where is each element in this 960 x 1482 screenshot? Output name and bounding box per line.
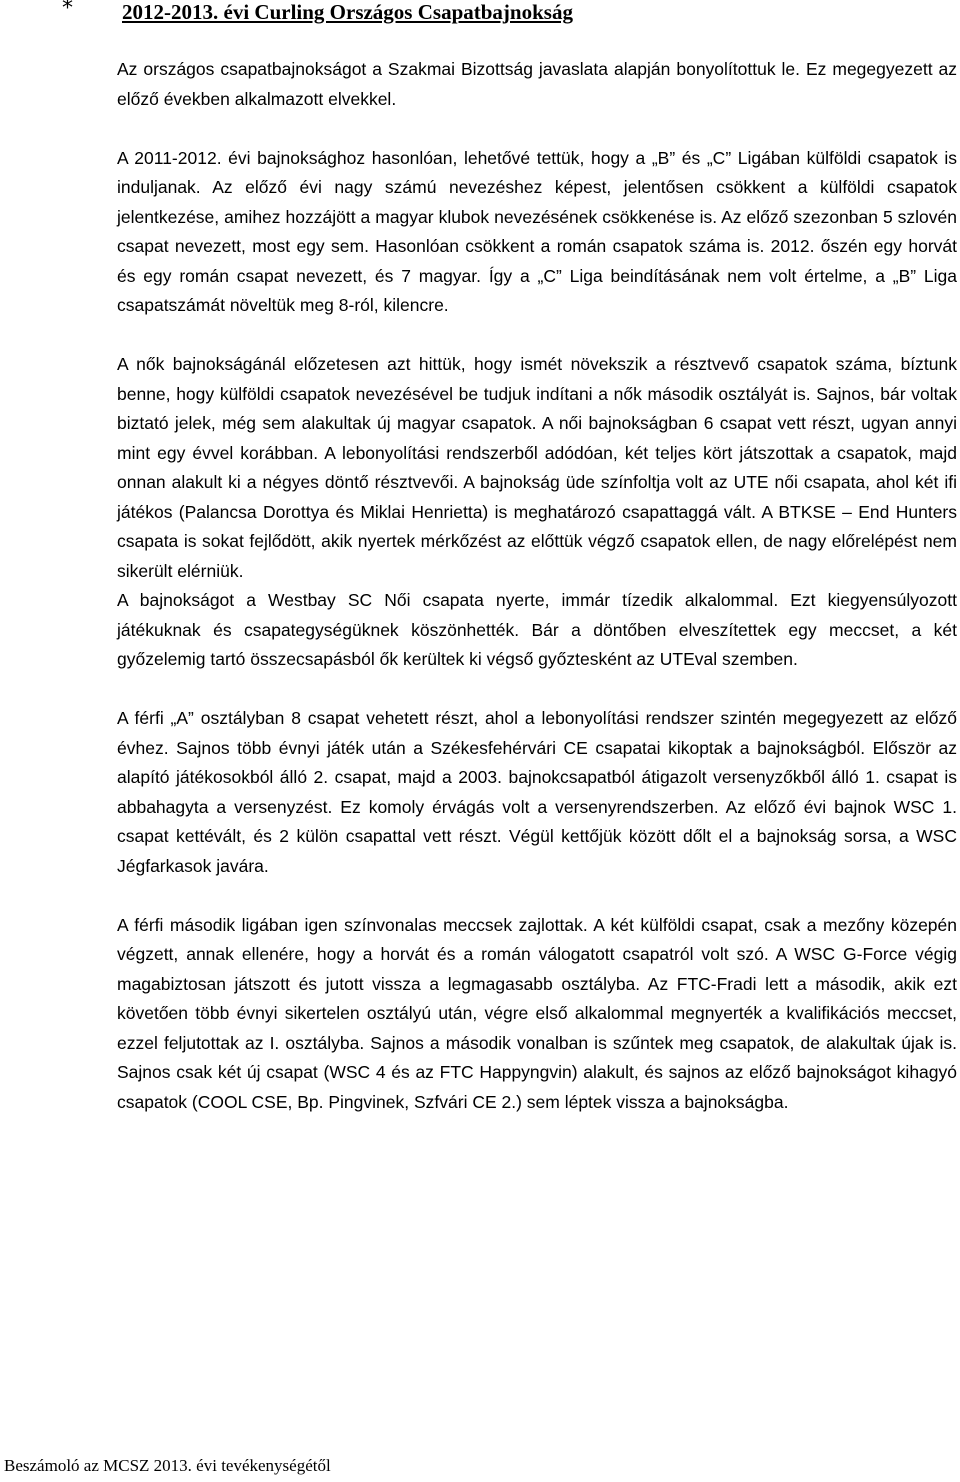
document-body — [117, 55, 957, 1117]
paragraph-gap — [117, 881, 957, 911]
paragraph-womens-league: A nők bajnokságánál előzetesen azt hittük, hogy ismét növekszik a résztvevő csapatok száma, bíztunk benne, hogy külföldi csapatok nevezésével be tudjuk indítani a nők második osztályát is. Sajnos, bár voltak biztató jelek, még sem alakultak új magyar csapatok. A női bajnokságban 6 csapat vett részt, ugyan annyi mint egy évvel korábban. A lebonyolítási rendszerből adódóan, két teljes kört játszottak a csapatok, majd onnan alakult ki a négyes döntő résztvevői. A bajnokság üde színfoltja volt az UTE női csapata, ahol két ifi játékos (Palancsa Dorottya és Miklai Henrietta) is meghatározó csapattaggá vált. A BTKSE – End Hunters csapata is sokat fejlődött, akik nyertek mérkőzést az előttük végző csapatok ellen, de nagy előrelépést nem sikerült elérniük. — [117, 354, 957, 581]
paragraph-womens-winner: A bajnokságot a Westbay SC Női csapata nyerte, immár tízedik alkalommal. Ezt kiegyensúlyozott játékuknak és csapategységüknek köszönhették. Bár a döntőben elveszítettek egy meccset, a két győzelemig tartó összecsapásból ők kerültek ki végső győztesként az UTEval szemben. — [117, 590, 957, 669]
paragraph-foreign-teams: A 2011-2012. évi bajnoksághoz hasonlóan, lehetővé tettük, hogy a „B” és „C” Ligában külföldi csapatok is induljanak. Az előző évi nagy számú nevezéshez képest, jelentősen csökkent a külföldi csapatok jelentkezése, amihez hozzájött a magyar klubok nevezésének csökkenése is. Az előző szezonban 5 szlovén csapat nevezett, most egy sem. Hasonlóan csökkent a román csapatok száma is. 2012. őszén egy horvát és egy román csapat nevezett, és 7 magyar. Így a „C” Liga beindításának nem volt értelme, a „B” Liga csapatszámát növeltük meg 8-ról, kilencre. — [117, 147, 957, 315]
paragraph-mens-second-league: A férfi második ligában igen színvonalas meccsek zajlottak. A két külföldi csapat, csak a mezőny közepén végzett, annak ellenére, hogy a horvát és a román válogatott csapatról volt szó. A WSC G-Force végig magabiztosan játszott és jutott vissza a legmagasabb osztályba. Az FTC-Fradi lett a második, akik ezt követően több évnyi sikertelen osztályú után, végre első alkalommal megnyerték a kvalifikációs meccset, ezzel feljutottak az I. osztályba. Sajnos a második vonalban is szűntek meg csapatok, de alakultak újak is. Sajnos csak két új csapat (WSC 4 és az FTC Happyngvin) alakult, és sajnos az előző bajnokságot kihagyó csapatok (COOL CSE, Bp. Pingvinek, Szfvári CE 2.) sem léptek vissza a bajnokságba. — [117, 914, 957, 1112]
bullet-marker: * — [62, 0, 73, 21]
paragraph-gap — [117, 114, 957, 144]
paragraph-gap — [117, 675, 957, 705]
paragraph-gap — [117, 321, 957, 351]
page-footer: Beszámoló az MCSZ 2013. évi tevékenységétől — [4, 1456, 331, 1475]
document-title: 2012-2013. évi Curling Országos Csapatbajnokság — [122, 0, 573, 24]
paragraph-mens-a-division: A férfi „A” osztályban 8 csapat vehetett részt, ahol a lebonyolítási rendszer szintén megegyezett az előző évhez. Sajnos több évnyi játék után a Székesfehérvári CE csapatai kikoptak a bajnokságból. Először az alapító játékosokból álló 2. csapat, majd a 2003. bajnokcsapatból átigazolt versenyzőkből álló 1. csapat is abbahagyta a versenyzést. Ez komoly érvágás volt a versenyrendszerben. Az előző évi bajnok WSC 1. csapat kettévált, és 2 külön csapattal vett részt. Végül kettőjük között dőlt el a bajnokság sorsa, a WSC Jégfarkasok javára. — [117, 708, 957, 876]
paragraph-intro: Az országos csapatbajnokságot a Szakmai Bizottság javaslata alapján bonyolítottuk le. Ez megegyezett az előző években alkalmazott elvekkel. — [117, 59, 957, 109]
